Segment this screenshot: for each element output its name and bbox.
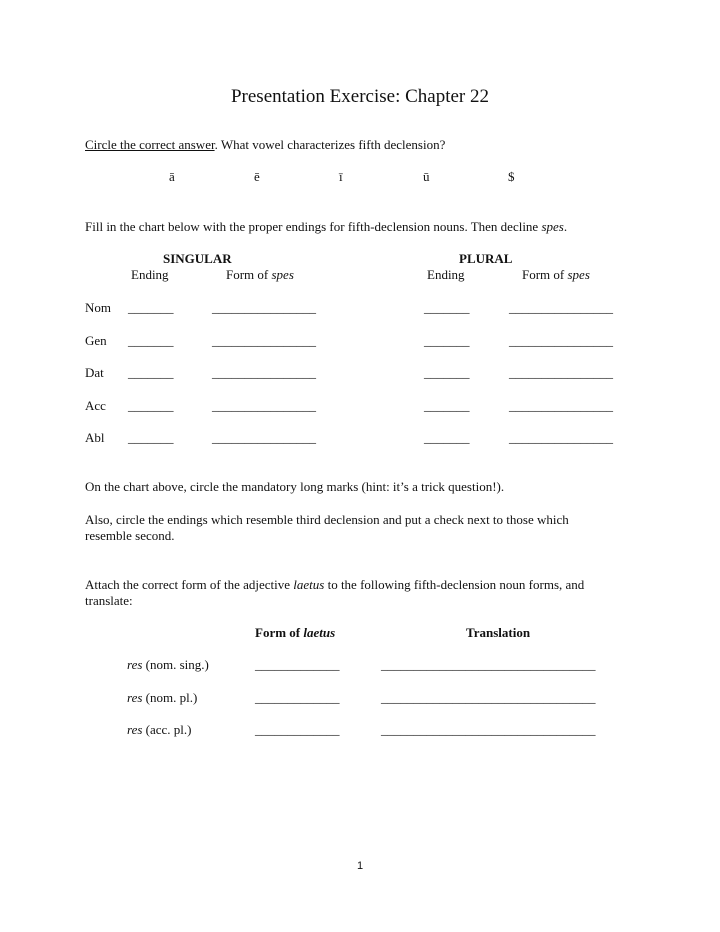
translation-header: Translation [466,625,531,640]
q1-option[interactable]: ī [339,169,343,184]
sing-ending-blank[interactable]: _______ [128,300,174,315]
form-word: spes [271,267,294,282]
sing-ending-blank[interactable]: _______ [128,365,174,380]
sing-form-blank[interactable]: ________________ [212,430,316,445]
q4-line2: resemble second. [85,528,175,543]
case-label: Acc [85,398,106,413]
pl-ending-blank[interactable]: _______ [424,398,470,413]
q5-translation-blank[interactable]: _________________________________ [381,722,596,737]
case-label: Abl [85,430,105,445]
sing-form-header [226,267,294,283]
form-word: spes [567,267,590,282]
plural-header: PLURAL [459,251,513,266]
q5-row-desc: (acc. pl.) [142,722,192,737]
q5-col-form-pre: Form of [255,625,304,640]
pl-form-blank[interactable]: ________________ [509,333,613,348]
case-label: Gen [85,333,107,348]
page-number: 1 [356,860,364,872]
q5-row-label [127,657,209,673]
q2-end: . [563,219,568,234]
q5-row-word: res [127,722,143,737]
q2-text: Fill in the chart below with the proper endings for fifth-declension nouns. Then decline [85,219,542,234]
page-title: Presentation Exercise: Chapter 22 [230,86,489,107]
pl-form-blank[interactable]: ________________ [509,430,613,445]
q5-row-word: res [127,657,143,672]
q5-row-label [127,722,192,738]
q1-option[interactable]: ē [254,169,260,184]
q5-row-desc: (nom. sing.) [142,657,209,672]
q1-question: . What vowel characterizes fifth declension? [214,137,446,152]
pl-ending-header: Ending [427,267,465,282]
q5-translation-blank[interactable]: _________________________________ [381,657,596,672]
sing-form-blank[interactable]: ________________ [212,300,316,315]
sing-form-blank[interactable]: ________________ [212,365,316,380]
pl-form-blank[interactable]: ________________ [509,365,613,380]
q1-option[interactable]: $ [508,169,515,184]
q5-translation-blank[interactable]: _________________________________ [381,690,596,705]
q2-word: spes [541,219,564,234]
q5-pre: Attach the correct form of the adjective [85,577,294,592]
q1-instruction: Circle the correct answer [85,137,215,152]
q5-form-blank[interactable]: _____________ [255,657,340,672]
q5-post: to the following fifth-declension noun forms, and [324,577,585,592]
q4-line1: Also, circle the endings which resemble third declension and put a check next to those which [85,512,569,527]
q5-col-form-word: laetus [303,625,336,640]
form-of-label: Form of [522,267,568,282]
sing-form-blank[interactable]: ________________ [212,333,316,348]
form-of-laetus-header [255,625,335,641]
q5-form-blank[interactable]: _____________ [255,690,340,705]
q5-row-word: res [127,690,143,705]
q5-line2: translate: [85,593,133,608]
q5-row-label [127,690,197,706]
case-label: Nom [85,300,111,315]
q5-word: laetus [293,577,325,592]
q2-line [85,219,567,235]
pl-ending-blank[interactable]: _______ [424,365,470,380]
sing-ending-blank[interactable]: _______ [128,333,174,348]
q5-line1 [85,577,584,593]
q1-option[interactable]: ū [423,169,430,184]
q1-option[interactable]: ā [169,169,175,184]
pl-ending-blank[interactable]: _______ [424,430,470,445]
pl-ending-blank[interactable]: _______ [424,300,470,315]
pl-form-blank[interactable]: ________________ [509,398,613,413]
q3-text: On the chart above, circle the mandatory long marks (hint: it’s a trick question!). [85,479,505,494]
singular-header: SINGULAR [163,251,232,266]
sing-ending-header: Ending [131,267,169,282]
pl-form-header [522,267,590,283]
case-label: Dat [85,365,104,380]
pl-ending-blank[interactable]: _______ [424,333,470,348]
q5-form-blank[interactable]: _____________ [255,722,340,737]
sing-ending-blank[interactable]: _______ [128,430,174,445]
sing-ending-blank[interactable]: _______ [128,398,174,413]
q5-row-desc: (nom. pl.) [142,690,198,705]
q1-line [85,137,445,153]
form-of-label: Form of [226,267,272,282]
sing-form-blank[interactable]: ________________ [212,398,316,413]
pl-form-blank[interactable]: ________________ [509,300,613,315]
